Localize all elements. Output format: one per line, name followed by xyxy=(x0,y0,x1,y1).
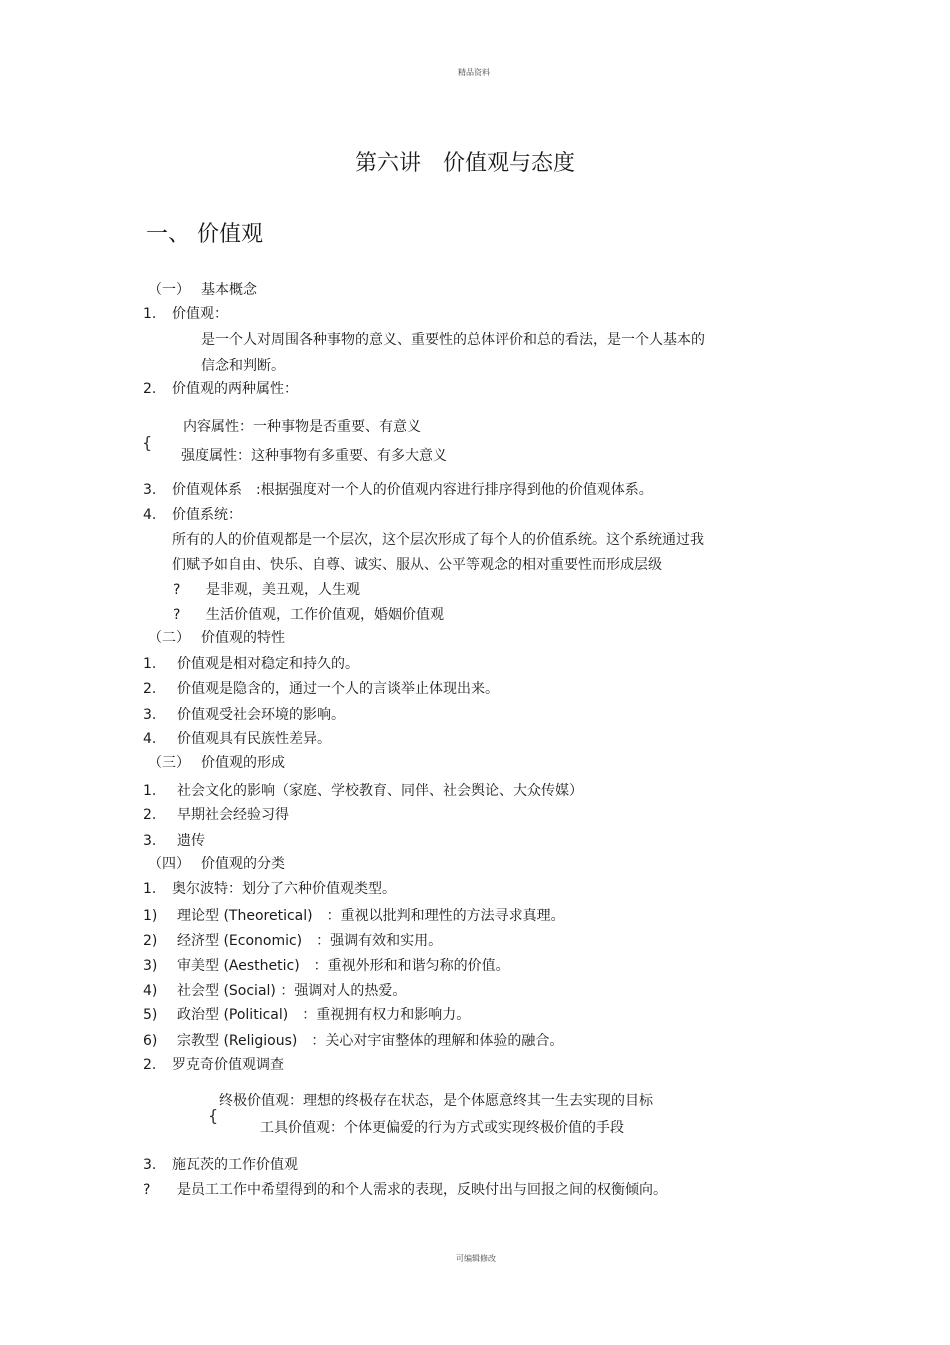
type-num: 3) xyxy=(143,958,158,974)
list-item-label: 奥尔波特：划分了六种价值观类型。 xyxy=(172,881,396,897)
type-text: 社会型 (Social) ：强调对人的热爱。 xyxy=(177,983,407,999)
section-heading-num: 一、 xyxy=(146,222,191,247)
type-text: 政治型 (Political) ：重视拥有权力和影响力。 xyxy=(177,1007,471,1023)
list-item-text: 价值观受社会环境的影响。 xyxy=(177,707,345,723)
list-item-num: 3. xyxy=(143,482,157,498)
brace-glyph: { xyxy=(208,1106,219,1125)
list-item-text: 价值观是相对稳定和持久的。 xyxy=(177,656,359,672)
paragraph-line: 们赋予如自由、快乐、自尊、诚实、服从、公平等观念的相对重要性而形成层级 xyxy=(172,557,662,573)
subsection-heading: 价值观的特性 xyxy=(201,630,285,646)
list-item-label: 价值观的两种属性： xyxy=(172,381,298,397)
subsection-heading: 基本概念 xyxy=(201,282,257,298)
list-item-text: 价值观具有民族性差异。 xyxy=(177,731,331,747)
list-item-text: 早期社会经验习得 xyxy=(177,807,289,823)
list-item-text: 遗传 xyxy=(177,833,205,849)
bullet-mark: ? xyxy=(173,582,181,598)
type-num: 1) xyxy=(143,908,158,924)
attribute-line: 内容属性：一种事物是否重要、有意义 xyxy=(183,419,421,435)
type-text: 审美型 (Aesthetic) ：重视外形和和谐匀称的价值。 xyxy=(177,958,510,974)
subsection-num: （四） xyxy=(148,856,190,872)
list-item-num: 3. xyxy=(143,833,157,849)
list-item-num: 3. xyxy=(143,1157,157,1173)
type-num: 6) xyxy=(143,1033,158,1049)
page-header: 精品资料 xyxy=(458,68,490,77)
paragraph-line: 信念和判断。 xyxy=(201,358,285,374)
attribute-line: 强度属性：这种事物有多重要、有多大意义 xyxy=(181,448,447,464)
list-item-num: 2. xyxy=(143,1057,157,1073)
type-num: 5) xyxy=(143,1007,158,1023)
type-text: 经济型 (Economic) ：强调有效和实用。 xyxy=(177,933,443,949)
subsection-heading: 价值观的分类 xyxy=(201,856,285,872)
subsection-num: （三） xyxy=(148,755,190,771)
list-item-num: 4. xyxy=(143,731,157,747)
list-item-num: 2. xyxy=(143,381,157,397)
paragraph-line: 所有的人的价值观都是一个层次，这个层次形成了每个人的价值系统。这个系统通过我 xyxy=(172,532,704,548)
list-item-num: 2. xyxy=(143,807,157,823)
type-num: 2) xyxy=(143,933,158,949)
page-title: 第六讲 价值观与态度 xyxy=(355,151,576,176)
bullet-text: 是员工工作中希望得到的和个人需求的表现，反映付出与回报之间的权衡倾向。 xyxy=(177,1182,667,1198)
subsection-num: （一） xyxy=(148,282,190,298)
page-footer: 可编辑修改 xyxy=(456,1254,496,1263)
brace-glyph: { xyxy=(142,433,153,452)
subsection-heading: 价值观的形成 xyxy=(201,755,285,771)
list-item-num: 1. xyxy=(143,656,157,672)
list-item-num: 1. xyxy=(143,881,157,897)
list-item-num: 1. xyxy=(143,783,157,799)
list-item-num: 2. xyxy=(143,681,157,697)
bullet-text: 生活价值观，工作价值观，婚姻价值观 xyxy=(206,607,444,623)
list-item-label: 价值系统： xyxy=(172,507,242,523)
subsection-num: （二） xyxy=(148,630,190,646)
value-type-line: 终极价值观：理想的终极存在状态，是个体愿意终其一生去实现的目标 xyxy=(219,1093,653,1109)
type-text: 理论型 (Theoretical) ：重视以批判和理性的方法寻求真理。 xyxy=(177,908,565,924)
paragraph-line: 是一个人对周围各种事物的意义、重要性的总体评价和总的看法，是一个人基本的 xyxy=(201,332,705,348)
list-item-label: 价值观： xyxy=(172,306,228,322)
section-heading: 价值观 xyxy=(197,222,264,247)
list-item-text: 社会文化的影响（家庭、学校教育、同伴、社会舆论、大众传媒） xyxy=(177,783,583,799)
bullet-mark: ? xyxy=(143,1182,151,1198)
value-type-line: 工具价值观：个体更偏爱的行为方式或实现终极价值的手段 xyxy=(260,1120,624,1136)
list-item-num: 4. xyxy=(143,507,157,523)
type-num: 4) xyxy=(143,983,158,999)
bullet-text: 是非观，美丑观，人生观 xyxy=(206,582,360,598)
type-text: 宗教型 (Religious) ：关心对宇宙整体的理解和体验的融合。 xyxy=(177,1033,564,1049)
list-item-label: 施瓦茨的工作价值观 xyxy=(172,1157,298,1173)
bullet-mark: ? xyxy=(173,607,181,623)
list-item-label: 罗克奇价值观调查 xyxy=(172,1057,284,1073)
list-item-num: 1. xyxy=(143,306,157,322)
list-item-text: 价值观是隐含的，通过一个人的言谈举止体现出来。 xyxy=(177,681,499,697)
list-item-label: 价值观体系 :根据强度对一个人的价值观内容进行排序得到他的价值观体系。 xyxy=(172,482,653,498)
list-item-num: 3. xyxy=(143,707,157,723)
